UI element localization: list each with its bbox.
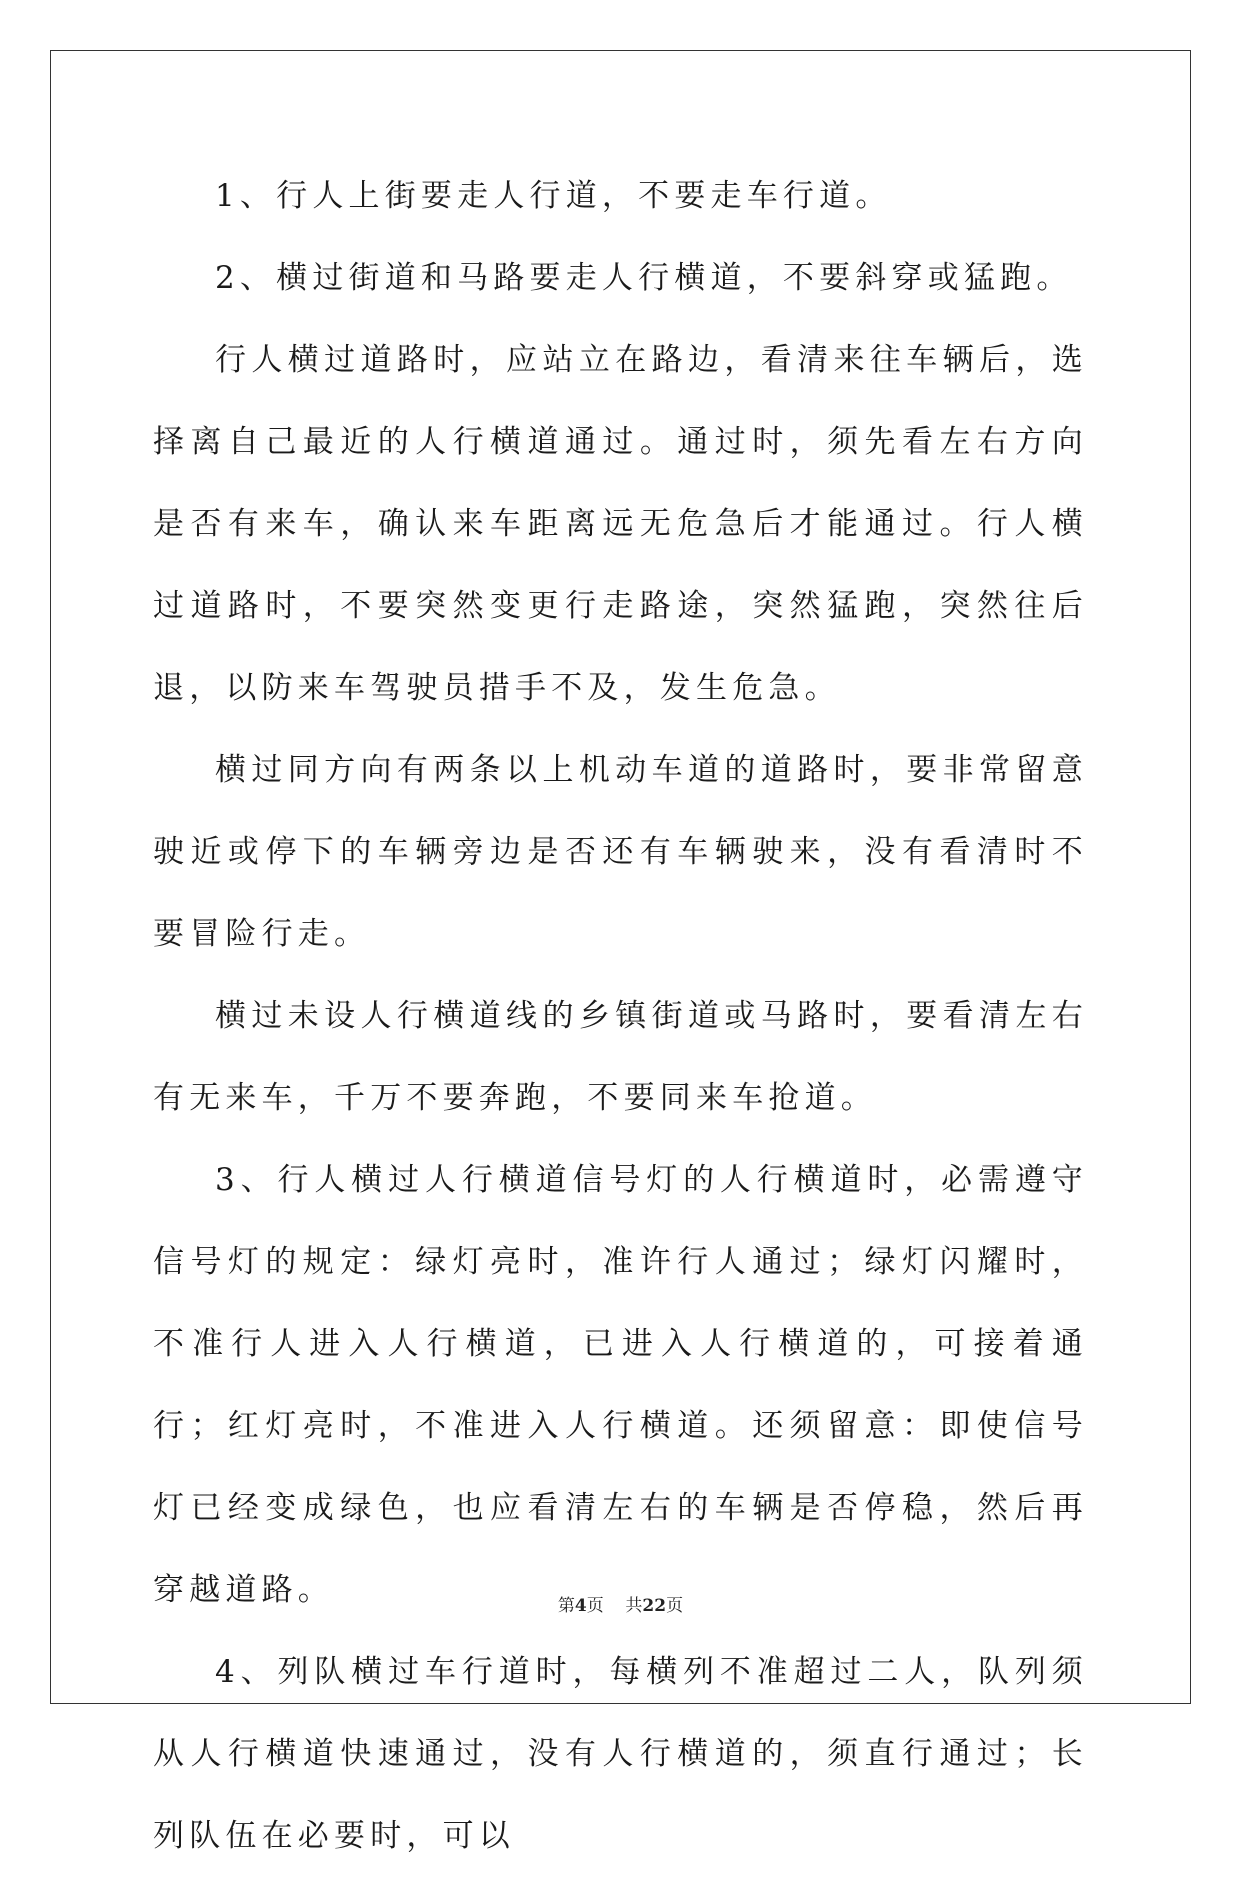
footer-total-suffix: 页 [666,1596,684,1616]
page-footer [0,1591,1241,1616]
paragraph-5: 横过未设人行横道线的乡镇街道或马路时，要看清左右有无来车，千万不要奔跑，不要同来车抢道。 [153,998,1088,1116]
paragraph-2: 2、横过街道和马路要走人行横道，不要斜穿或猛跑。 [215,260,1073,296]
paragraph-1: 1、行人上街要走人行道，不要走车行道。 [215,178,892,214]
paragraph-3: 行人横过道路时，应站立在路边，看清来往车辆后，选择离自己最近的人行横道通过。通过时，须先看左右方向是否有来车，确认来车距离远无危急后才能通过。行人横过道路时，不要突然变更行走路途，突然猛跑，突然往后退，以防来车驾驶员措手不及，发生危急。 [153,342,1088,706]
paragraph-6: 3、行人横过人行横道信号灯的人行横道时，必需遵守信号灯的规定：绿灯亮时，准许行人通过；绿灯闪耀时，不准行人进入人行横道，已进入人行横道的，可接着通行；红灯亮时，不准进入人行横道。还须留意：即使信号灯已经变成绿色，也应看清左右的车辆是否停稳，然后再穿越道路。 [153,1162,1088,1608]
footer-page-suffix: 页 [586,1596,604,1616]
footer-total-prefix: 共 [625,1596,643,1616]
footer-prefix: 第 [557,1596,575,1616]
total-pages-number: 22 [642,1596,667,1616]
paragraph-7: 4、列队横过车行道时，每横列不准超过二人，队列须从人行横道快速通过，没有人行横道的，须直行通过；长列队伍在必要时，可以 [153,1654,1088,1854]
paragraph-4: 横过同方向有两条以上机动车道的道路时，要非常留意驶近或停下的车辆旁边是否还有车辆驶来，没有看清时不要冒险行走。 [153,752,1088,952]
document-body [153,155,1088,1877]
current-page-number: 4 [574,1596,587,1616]
